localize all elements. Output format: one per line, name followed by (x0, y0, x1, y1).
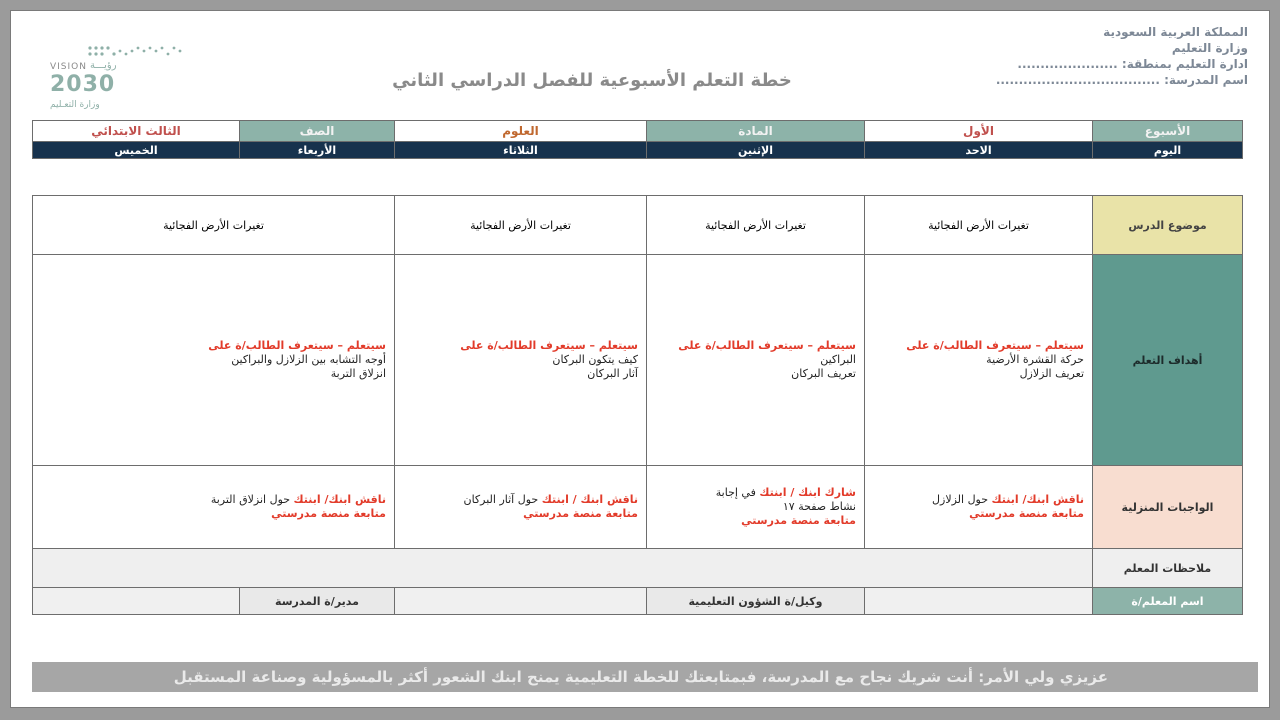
ministry-label: وزارة التعليم (1171, 41, 1248, 55)
notes-row (33, 549, 1243, 588)
grade-label: الصف (240, 121, 395, 142)
region-label: ادارة التعليم بمنطقة: (1121, 57, 1248, 71)
homework-row (33, 466, 1243, 549)
goal-line: آثار البركان (587, 367, 638, 380)
goals-row-label: أهداف التعلم (1093, 255, 1243, 466)
goal-cell (647, 255, 865, 466)
homework-platform: متابعة منصة مدرستي (523, 507, 638, 520)
homework-cell (395, 466, 647, 549)
homework-lead: ناقش ابنك / ابنتك (541, 493, 638, 506)
homework-lead: ناقش ابنك/ ابنتك (293, 493, 386, 506)
topic-cell: تغيرات الأرض الفجائية (865, 196, 1093, 255)
homework-row-label: الواجبات المنزلية (1093, 466, 1243, 549)
topic-cell: تغيرات الأرض الفجائية (33, 196, 395, 255)
topic-cell: تغيرات الأرض الفجائية (395, 196, 647, 255)
homework-cell (865, 466, 1093, 549)
subject-label: المادة (647, 121, 865, 142)
day-thursday: الخميس (33, 142, 240, 159)
goal-line: كيف يتكون البركان (552, 353, 638, 366)
homework-cell (33, 466, 395, 549)
school-label: اسم المدرسة: (1164, 73, 1248, 87)
homework-platform: متابعة منصة مدرستي (271, 507, 386, 520)
teacher-name-field[interactable] (865, 588, 1093, 615)
topic-cell: تغيرات الأرض الفجائية (647, 196, 865, 255)
grade-value: الثالث الابتدائي (33, 121, 240, 142)
spacer-row (33, 159, 1243, 196)
school-dots: .................................... (995, 73, 1160, 87)
homework-platform: متابعة منصة مدرستي (969, 507, 1084, 520)
subject-value: العلوم (395, 121, 647, 142)
footer-text: عزيزي ولي الأمر: أنت شريك نجاح مع المدرسة، فبمتابعتك للخطة التعليمية يمنح ابنك الشعور أكثر بالمسؤولية وصناعة المستقبل (173, 668, 1108, 686)
homework-lead: ناقش ابنك/ ابنتك (991, 493, 1084, 506)
goal-line: حركة القشرة الأرضية (986, 353, 1084, 366)
logo-vision-text: VISION (50, 62, 87, 72)
kingdom-label: المملكة العربية السعودية (1103, 25, 1248, 39)
weekly-plan-table (32, 120, 1243, 615)
day-tuesday: الثلاثاء (395, 142, 647, 159)
homework-platform: متابعة منصة مدرستي (741, 514, 856, 527)
principal-label: مدير/ة المدرسة (240, 588, 395, 615)
region-line (996, 56, 1248, 72)
homework-activity: نشاط صفحة ١٧ (782, 500, 856, 513)
signatures-row (33, 588, 1243, 615)
goal-cell (33, 255, 395, 466)
logo-dots-icon (80, 44, 190, 60)
goal-line: تعريف الزلازل (1019, 367, 1084, 380)
goal-cell (865, 255, 1093, 466)
deputy-name-field[interactable] (395, 588, 647, 615)
deputy-label: وكيل/ة الشؤون التعليمية (647, 588, 865, 615)
goal-lead: سيتعلم – سيتعرف الطالب/ة على (906, 339, 1084, 352)
goal-lead: سيتعلم – سيتعرف الطالب/ة على (208, 339, 386, 352)
logo-ru-text: رؤيـــة (90, 60, 117, 71)
goal-line: أوجه التشابه بين الزلازل والبراكين (231, 353, 386, 366)
goal-line: انزلاق التربة (330, 367, 386, 380)
days-row (33, 142, 1243, 159)
goal-lead: سيتعلم – سيتعرف الطالب/ة على (460, 339, 638, 352)
plan-page (22, 22, 1258, 696)
goal-lead: سيتعلم – سيتعرف الطالب/ة على (678, 339, 856, 352)
homework-lead: شارك ابنك / ابنتك (759, 486, 856, 499)
topic-row-label: موضوع الدرس (1093, 196, 1243, 255)
logo-ministry-text: وزارة التعـليم (50, 100, 100, 110)
notes-row-label: ملاحظات المعلم (1093, 549, 1243, 588)
week-label: الأسبوع (1093, 121, 1243, 142)
header-info (996, 24, 1248, 88)
goals-row (33, 255, 1243, 466)
day-wednesday: الأربعاء (240, 142, 395, 159)
notes-cell[interactable] (33, 549, 1093, 588)
homework-text: حول الزلازل (932, 493, 992, 506)
homework-text: حول آثار البركان (463, 493, 542, 506)
region-dots: ...................... (1017, 57, 1118, 71)
logo-year-text: 2030 (50, 72, 116, 97)
homework-text: حول انزلاق التربة (210, 493, 294, 506)
homework-text: في إجابة (715, 486, 760, 499)
goal-line: تعريف البركان (791, 367, 856, 380)
page-title: خطة التعلم الأسبوعية للفصل الدراسي الثاني (392, 70, 792, 91)
day-sunday: الاحد (865, 142, 1093, 159)
homework-cell (647, 466, 865, 549)
principal-name-field[interactable] (33, 588, 240, 615)
topic-row (33, 196, 1243, 255)
school-line (996, 72, 1248, 88)
info-row (33, 121, 1243, 142)
goal-line: البراكين (820, 353, 856, 366)
parent-message-footer (32, 662, 1258, 692)
day-header-label: اليوم (1093, 142, 1243, 159)
teacher-name-label: اسم المعلم/ة (1093, 588, 1243, 615)
vision-2030-logo (50, 44, 200, 114)
day-monday: الإثنين (647, 142, 865, 159)
week-value: الأول (865, 121, 1093, 142)
goal-cell (395, 255, 647, 466)
